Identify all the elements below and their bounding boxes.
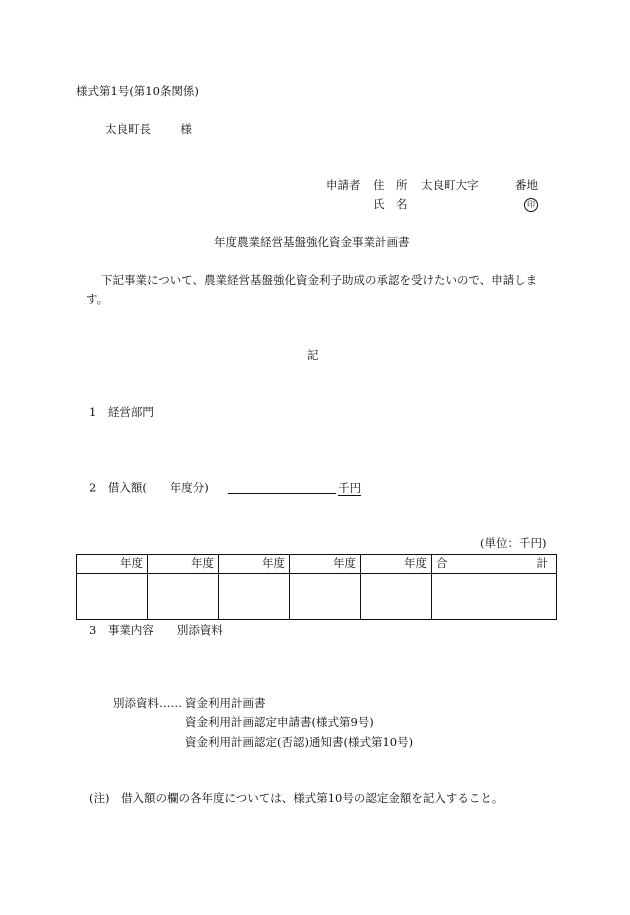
- body-line-2: す。: [86, 292, 109, 306]
- amount-cell: [361, 574, 432, 620]
- applicant-label: 申請者: [326, 178, 361, 192]
- total-header-right: 計: [536, 556, 548, 571]
- item-2-label: 2 借入額( 年度分): [89, 480, 209, 495]
- year-header: 年度: [77, 555, 148, 574]
- addressee-honorific: 様: [180, 122, 192, 136]
- attachments-label: 別添資料……: [113, 696, 182, 710]
- seal-mark: [524, 198, 538, 212]
- item-2: [89, 482, 361, 494]
- form-number: 様式第1号(第10条関係): [76, 84, 199, 98]
- name-label: 氏 名: [373, 197, 408, 211]
- address-value: 太良町大字: [421, 178, 479, 192]
- year-header: 年度: [219, 555, 290, 574]
- item-2-unit: 千円: [338, 480, 362, 495]
- total-header: [432, 555, 557, 574]
- seal-icon: 印: [524, 198, 538, 212]
- amount-table: [76, 554, 557, 620]
- unit-note: (単位：千円): [480, 536, 547, 550]
- body-line-1: 下記事業について、農業経営基盤強化資金利子助成の承認を受けたいので、申請しま: [101, 273, 538, 287]
- addressee: [105, 124, 192, 136]
- year-header: 年度: [361, 555, 432, 574]
- ki-heading: 記: [307, 348, 319, 362]
- amount-cell: [219, 574, 290, 620]
- amount-cell: [290, 574, 361, 620]
- attachment-line: 資金利用計画認定(否認)通知書(様式第10号): [185, 735, 414, 749]
- attachment-line: 資金利用計画書: [185, 696, 266, 710]
- document-title: 年度農業経営基盤強化資金事業計画書: [214, 235, 410, 249]
- year-header: 年度: [290, 555, 361, 574]
- address-label: 住 所: [373, 178, 408, 192]
- year-header: 年度: [148, 555, 219, 574]
- address-suffix: 番地: [515, 178, 538, 192]
- total-cell: [432, 574, 557, 620]
- total-header-left: 合: [436, 556, 448, 571]
- amount-blank: [228, 482, 336, 494]
- attachment-line: 資金利用計画認定申請書(様式第9号): [185, 715, 374, 729]
- item-1: 1 経営部門: [89, 405, 154, 419]
- footnote: (注) 借入額の欄の各年度については、様式第10号の認定金額を記入すること。: [89, 791, 504, 805]
- table-header-row: [77, 555, 557, 574]
- table-row: [77, 574, 557, 620]
- amount-cell: [148, 574, 219, 620]
- amount-cell: [77, 574, 148, 620]
- item-3: 3 事業内容 別添資料: [89, 623, 223, 637]
- addressee-name: 太良町長: [105, 122, 151, 136]
